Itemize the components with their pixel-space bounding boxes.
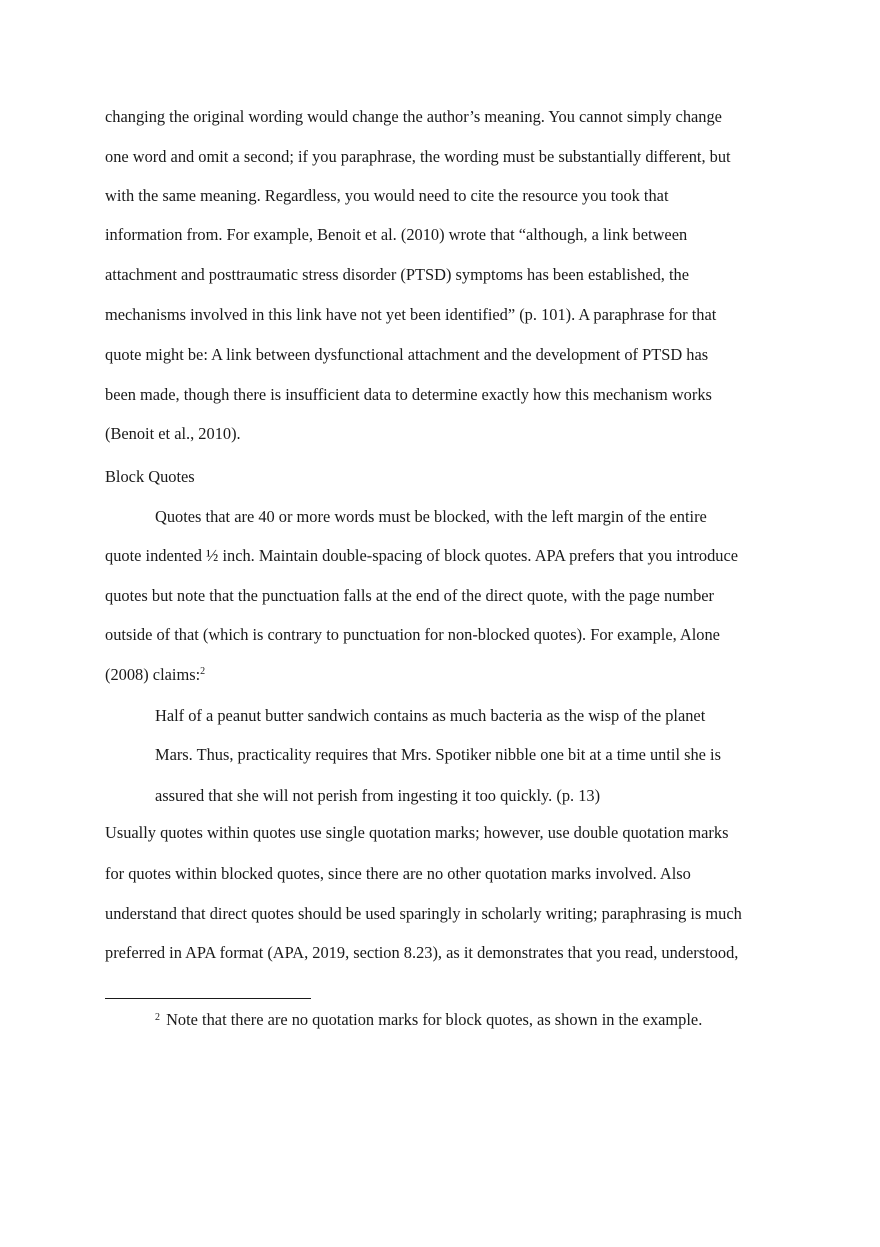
body-text-line: information from. For example, Benoit et al. (2010) wrote that “although, a link between <box>105 225 688 244</box>
body-text-line <box>105 665 205 685</box>
body-text-line: mechanisms involved in this link have not yet been identified” (p. 101). A paraphrase for that <box>105 305 717 324</box>
footnote-reference[interactable]: 2 <box>200 666 206 677</box>
body-text-line: attachment and posttraumatic stress disorder (PTSD) symptoms has been established, the <box>105 265 690 284</box>
body-text-line: Quotes that are 40 or more words must be blocked, with the left margin of the entire <box>155 507 707 526</box>
body-text-line: understand that direct quotes should be used sparingly in scholarly writing; paraphrasing is much <box>105 904 742 923</box>
body-text-fragment: (2008) claims: <box>105 665 201 684</box>
body-text-line: changing the original wording would change the author’s meaning. You cannot simply change <box>105 107 722 126</box>
footnote-separator <box>105 998 311 999</box>
body-text-line: one word and omit a second; if you paraphrase, the wording must be substantially different, but <box>105 147 731 166</box>
body-text-line: Usually quotes within quotes use single quotation marks; however, use double quotation marks <box>105 823 729 842</box>
body-text-line: (Benoit et al., 2010). <box>105 424 241 443</box>
body-text-line: outside of that (which is contrary to punctuation for non-blocked quotes). For example, Alone <box>105 625 720 644</box>
block-quote-line: assured that she will not perish from ingesting it too quickly. (p. 13) <box>155 786 601 805</box>
body-text-line: quote indented ½ inch. Maintain double-spacing of block quotes. APA prefers that you introduce <box>105 546 739 565</box>
body-text-line: quotes but note that the punctuation falls at the end of the direct quote, with the page number <box>105 586 715 605</box>
body-text-line: preferred in APA format (APA, 2019, section 8.23), as it demonstrates that you read, understood, <box>105 943 739 962</box>
body-text-line: with the same meaning. Regardless, you would need to cite the resource you took that <box>105 186 669 205</box>
body-text-line: been made, though there is insufficient data to determine exactly how this mechanism works <box>105 385 712 404</box>
footnote <box>155 1010 702 1030</box>
section-heading: Block Quotes <box>105 467 195 486</box>
footnote-text: Note that there are no quotation marks for block quotes, as shown in the example. <box>162 1010 703 1029</box>
block-quote-line: Half of a peanut butter sandwich contains as much bacteria as the wisp of the planet <box>155 706 706 725</box>
footnote-number: 2 <box>155 1012 160 1023</box>
block-quote-line: Mars. Thus, practicality requires that Mrs. Spotiker nibble one bit at a time until she is <box>155 745 721 764</box>
body-text-line: for quotes within blocked quotes, since there are no other quotation marks involved. Also <box>105 864 691 883</box>
body-text-line: quote might be: A link between dysfunctional attachment and the development of PTSD has <box>105 345 709 364</box>
